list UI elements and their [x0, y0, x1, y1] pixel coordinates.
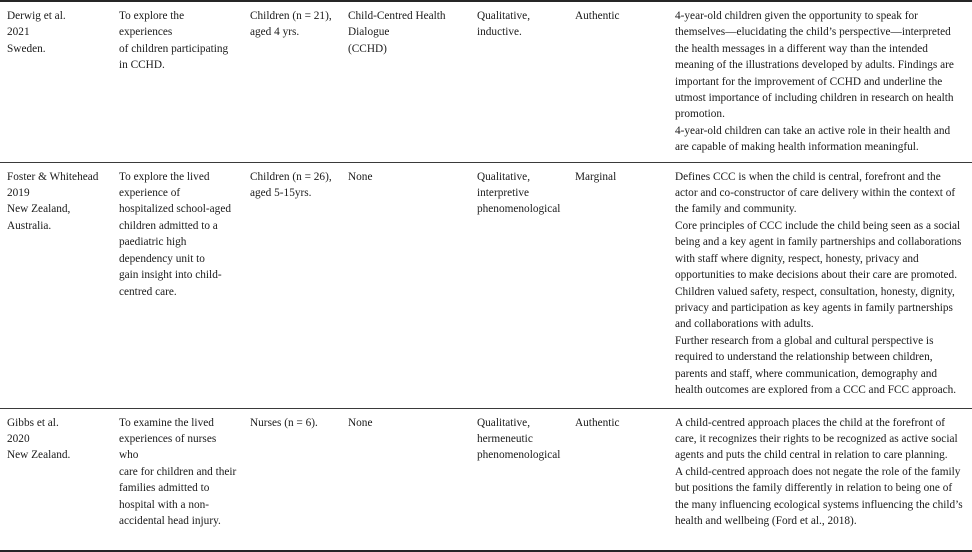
text-line: inductive.: [477, 26, 522, 39]
cell-design: [470, 1, 568, 162]
cell-aim: [112, 408, 243, 551]
text-line: (CCHD): [348, 42, 387, 55]
text-line: interpretive: [477, 187, 530, 200]
text-line: Gibbs et al.: [7, 416, 59, 429]
text-line: hospitalized school-aged: [119, 203, 231, 216]
text-line: Nurses (n = 6).: [250, 416, 318, 429]
cell-author: [0, 162, 112, 408]
finding-paragraph: 4-year-old children can take an active role in their health and are capable of making health information meaningful.: [675, 124, 951, 154]
text-line: To explore the experiences: [119, 10, 187, 39]
cell-design: [470, 408, 568, 551]
text-line: To examine the lived: [119, 416, 214, 429]
text-line: aged 5-15yrs.: [250, 187, 312, 200]
text-line: None: [348, 170, 373, 183]
text-line: Authentic: [575, 416, 620, 429]
text-line: To explore the lived: [119, 170, 210, 183]
table-row: [0, 408, 972, 551]
text-line: 2021: [7, 26, 30, 39]
text-line: experiences of nurses who: [119, 433, 220, 462]
cell-aim: [112, 1, 243, 162]
finding-paragraph: Core principles of CCC include the child being seen as a social being and a key agent in family partnerships and collaborations with staff where dignity, respect, honesty, privacy and opportunities to make decisions about their care are promoted.: [675, 219, 962, 282]
text-line: Derwig et al.: [7, 10, 66, 22]
text-line: Children (n = 26),: [250, 170, 332, 183]
table-body: [0, 1, 972, 551]
text-line: hospital with a non-: [119, 498, 210, 511]
text-line: accidental head injury.: [119, 515, 221, 528]
text-line: in CCHD.: [119, 59, 165, 72]
finding-paragraph: Further research from a global and cultural perspective is required to understand the relationship between children, parents and staff, where communication, demography and health outcomes are explored from a CCC and FCC approach.: [675, 334, 957, 396]
cell-findings: [668, 408, 972, 551]
cell-participants: [243, 162, 341, 408]
text-line: New Zealand,: [7, 203, 71, 216]
cell-model: [341, 1, 470, 162]
text-line: Authentic: [575, 10, 620, 22]
text-line: Children (n = 21),: [250, 10, 332, 22]
text-line: 2020: [7, 433, 30, 446]
finding-paragraph: Children valued safety, respect, consultation, honesty, dignity, privacy and participation as key agents in family partnerships and collaborations with adults.: [675, 285, 955, 331]
cell-participants: [243, 1, 341, 162]
text-line: Foster & Whitehead: [7, 170, 99, 183]
text-line: aged 4 yrs.: [250, 26, 300, 39]
cell-design: [470, 162, 568, 408]
text-line: gain insight into child-: [119, 269, 222, 282]
text-line: Dialogue: [348, 26, 390, 39]
cell-child-voice: [568, 408, 668, 551]
text-line: Child-Centred Health: [348, 10, 446, 22]
text-line: Marginal: [575, 170, 617, 183]
text-line: paediatric high: [119, 236, 187, 249]
text-line: centred care.: [119, 285, 177, 298]
finding-paragraph: A child-centred approach does not negate the role of the family but positions the family differently in relation to being one of the many influencing ecological systems influencing the child’s health and wellbeing (Ford et al., 2018).: [675, 465, 963, 528]
text-line: hermeneutic: [477, 433, 533, 446]
table-row: [0, 162, 972, 408]
cell-author: [0, 1, 112, 162]
cell-author: [0, 408, 112, 551]
text-line: Qualitative,: [477, 416, 531, 429]
cell-findings: [668, 1, 972, 162]
cell-model: [341, 408, 470, 551]
finding-paragraph: Defines CCC is when the child is central, forefront and the actor and co-constructor of care delivery within the context of the family and community.: [675, 170, 956, 216]
table-row: [0, 1, 972, 162]
text-line: phenomenological: [477, 449, 561, 462]
text-line: 2019: [7, 187, 30, 200]
text-line: phenomenological: [477, 203, 561, 216]
text-line: experience of: [119, 187, 181, 200]
text-line: dependency unit to: [119, 252, 205, 265]
finding-paragraph: 4-year-old children given the opportunity to speak for themselves—elucidating the child’s perspective—interpreted the health messages in a different way than the intended meaning of the illustrations developed by adults. Findings are important for the improvement of CCHD and underline the utmost importance of including children in research on health promotion.: [675, 10, 954, 121]
cell-child-voice: [568, 162, 668, 408]
text-line: children admitted to a: [119, 219, 218, 232]
text-line: Australia.: [7, 219, 52, 232]
text-line: Qualitative,: [477, 10, 531, 22]
text-line: Sweden.: [7, 42, 46, 55]
finding-paragraph: A child-centred approach places the child at the forefront of care, it recognizes their rights to be recognized as active social agents and puts the child central in relation to care planning.: [675, 416, 958, 462]
cell-child-voice: [568, 1, 668, 162]
cell-participants: [243, 408, 341, 551]
text-line: Qualitative,: [477, 170, 531, 183]
cell-aim: [112, 162, 243, 408]
cell-model: [341, 162, 470, 408]
text-line: None: [348, 416, 373, 429]
cell-findings: [668, 162, 972, 408]
text-line: care for children and their: [119, 465, 237, 478]
text-line: families admitted to: [119, 482, 210, 495]
text-line: of children participating: [119, 42, 229, 55]
text-line: New Zealand.: [7, 449, 71, 462]
